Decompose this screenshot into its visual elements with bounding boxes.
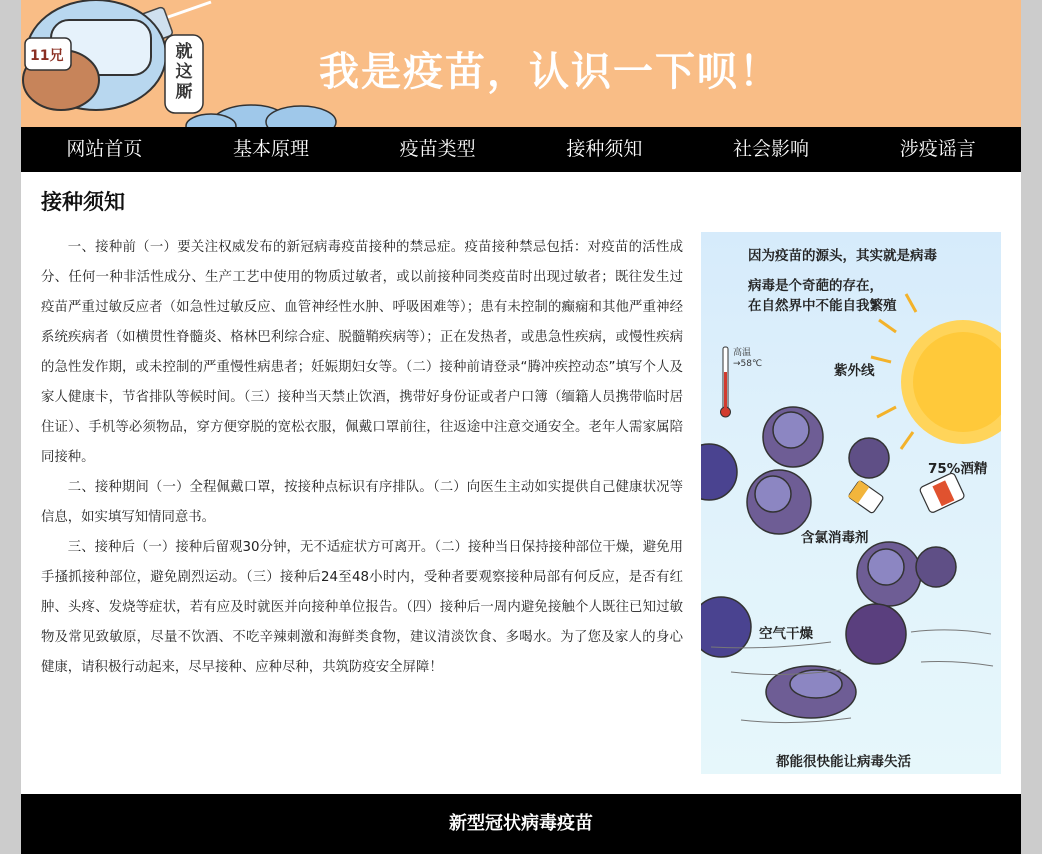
nav-item-principle[interactable]: 基本原理: [233, 138, 310, 160]
illustration-bottom-caption: 都能很快能让病毒失活: [776, 754, 911, 770]
virus-inactivation-illustration: [701, 232, 1001, 774]
chlorine-label: 含氯消毒剂: [801, 530, 869, 546]
article-paragraph-after: 三、接种后（一）接种后留观30分钟，无不适症状方可离开。（二）接种当日保持接种部位干燥，避免用手搔抓接种部位，避免剧烈运动。（三）接种后24至48小时内，受种者要观察接种局部有何反应，是否有红肿、头疼、发烧等症状，若有应及时就医并向接种单位报告。（四）接种后一周内避免接触个人既往已知过敏物及常见致敏原，尽量不饮酒、不吃辛辣刺激和海鲜类食物，建议清淡饮食、多喝水。为了您及家人的身心健康，请积极行动起来，尽早接种、应种尽种，共筑防疫安全屏障！: [41, 540, 683, 675]
illustration-line-1: 因为疫苗的源头，其实就是病毒: [748, 248, 937, 264]
alcohol-label: 75%酒精: [928, 461, 988, 477]
illustration-line-2: 病毒是个奇葩的存在，: [748, 278, 883, 294]
banner-title: 我是疫苗，认识一下呗！: [319, 49, 781, 95]
temperature-label: →58℃: [733, 359, 763, 369]
article-paragraph-during: 二、接种期间（一）全程佩戴口罩，按接种点标识有序排队。（二）向医生主动如实提供自己健康状况等信息，如实填写知情同意书。: [41, 480, 683, 525]
illustration-line-3: 在自然界中不能自我繁殖: [748, 298, 897, 314]
article-paragraph-before: 一、接种前（一）要关注权威发布的新冠病毒疫苗接种的禁忌症。疫苗接种禁忌包括：对疫苗的活性成分、任何一种非活性成分、生产工艺中使用的物质过敏者，或以前接种同类疫苗时出现过敏者；既往发生过疫苗严重过敏反应者（如急性过敏反应、血管神经性水肿、呼吸困难等）；患有未控制的癫痫和其他严重神经系统疾病者（如横贯性脊髓炎、格林巴利综合症、脱髓鞘疾病等）；正在发热者，或患急性疾病，或慢性疾病的急性发作期，或未控制的严重慢性病患者；妊娠期妇女等。（二）接种前请登录“腾冲疾控动态”填写个人及家人健康卡，节省排队等候时间。（三）接种当天禁止饮酒，携带好身份证或者户口簿（缅籍人员携带临时居住证）、手机等必须物品，穿方便穿脱的宽松衣服，佩戴口罩前往，往返途中注意交通安全。老年人需家属陪同接种。: [41, 240, 683, 465]
nav-item-types[interactable]: 疫苗类型: [399, 138, 476, 160]
page-container: [21, 0, 1021, 854]
footer: [21, 794, 1021, 854]
footer-text: 新型冠状病毒疫苗: [449, 813, 593, 834]
speech-bubble-text: 就这厮: [175, 42, 193, 102]
main-nav: [21, 127, 1021, 172]
nav-item-notice[interactable]: 接种须知: [566, 138, 643, 160]
nav-item-rumors[interactable]: 涉疫谣言: [899, 138, 976, 160]
nav-item-impact[interactable]: 社会影响: [733, 138, 810, 160]
nav-item-home[interactable]: 网站首页: [66, 138, 143, 160]
badge-label: 11兄: [30, 48, 64, 64]
article-body: [41, 233, 683, 683]
uv-label: 紫外线: [834, 363, 875, 379]
header-banner: [21, 0, 1021, 127]
dry-air-label: 空气干燥: [759, 626, 813, 642]
page-title: 接种须知: [41, 190, 125, 214]
heat-label: 高温: [733, 348, 752, 358]
